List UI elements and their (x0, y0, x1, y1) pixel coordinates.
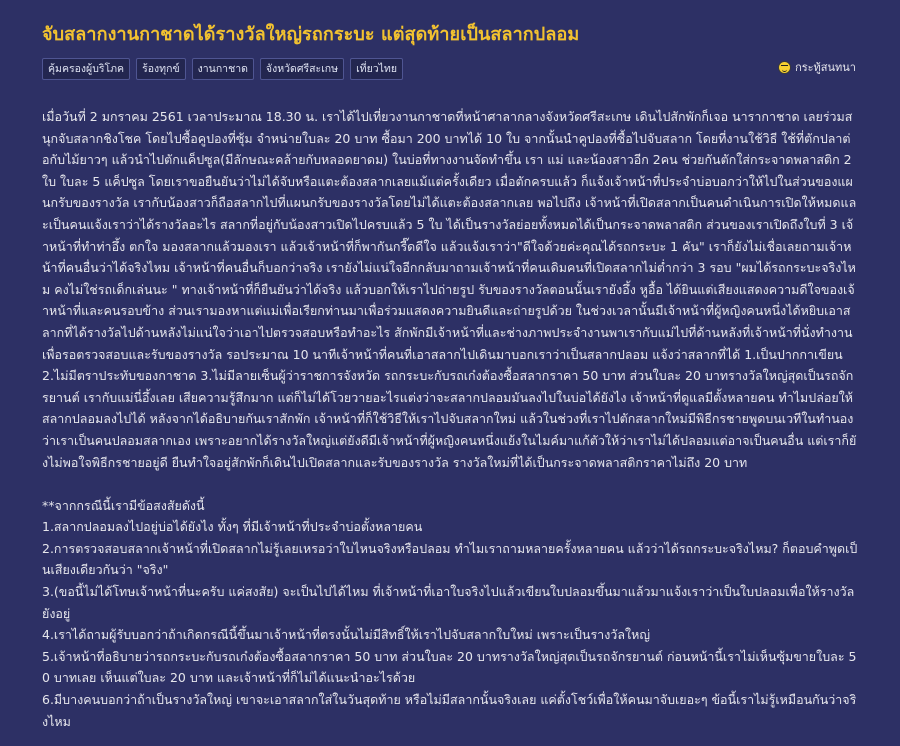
questions-header: **จากกรณีนี้เรามีข้อสงสัยดังนี้ (42, 497, 205, 513)
tag-list (42, 58, 858, 80)
topic-body (42, 106, 858, 732)
question-item-4: 4.เราได้ถามผู้รับบอกว่าถ้าเกิดกรณีนี้ขึ้นมาเจ้าหน้าที่ตรงนั้นไม่มีสิทธิ์ให้เราไปจับสลากใบใหม่ เพราะเป็นรางวัลใหญ่ (42, 627, 650, 643)
tag-sisaket-province[interactable]: จังหวัดศรีสะเกษ (260, 58, 344, 80)
topic-meta (42, 58, 858, 88)
tag-thai-travel[interactable]: เที่ยวไทย (350, 58, 403, 80)
question-item-5: 5.เจ้าหน้าที่อธิบายว่ารถกระบะกับรถเก๋งต้องซื้อสลากราคา 50 บาท ส่วนใบละ 20 บาทรางวัลใหญ่สุดเป็นรถจักรยานต์ ก่อนหน้านี้เราไม่เห็นซุ้มขายใบละ 50 บาทเลย เห็นแต่ใบละ 20 บาท และเจ้าหน้าที่ก็ไม่ได้แนะนำอะไรด้วย (42, 648, 857, 686)
topic-type-badge[interactable] (778, 58, 856, 76)
tag-consumer-protection[interactable]: คุ้มครองผู้บริโภค (42, 58, 130, 80)
story-paragraph: เมื่อวันที่ 2 มกราคม 2561 เวลาประมาณ 18.30 น. เราได้ไปเที่ยวงานกาชาดที่หน้าศาลากลางจังหวัดศรีสะเกษ เดินไปสักพักก็เจอ นารากาชาด เลยร่วมสนุกจับสลากชิงโชค โดยไปซื้อคูปองที่ซุ้ม จำหน่ายใบละ 20 บาท ซื้อมา 200 บาทได้ 10 ใบ จากนั้นนำคูปองที่ซื้อไปจับสลาก โดยที่งานใช้วิธี ใช้ที่ตักปลาต่อกับไม้ยาวๆ แล้วนำไปตักแค็ปซูล(มีลักษณะคล้ายกับหลอดยาดม) ในบ่อที่ทางงานจัดทำขึ้น เรา แม่ และน้องสาวอีก 2คน ช่วยกันตักใส่กระจาดพลาสติก 2 ใบ ใบละ 5 แค็ปซูล โดยเราขอยืนยันว่าไม่ได้จับหรือแตะต้องสลากเลยแม้แต่ครั้งเดียว เมื่อตักครบแล้ว ก็แจ้งเจ้าหน้าที่ประจำบ่อบอกว่าให้ไปในส่วนของแผนกรับของรางวัล เรากับน้องสาวก็ถือสลากไปที่แผนกรับของรางวัลโดยไม่ได้แตะต้องสลากเลย พอไปถึง เจ้าหน้าที่เปิดสลากเป็นคนดำเนินการเปิดให้หมดและเป็นคนแจ้งเราว่าได้รางวัลอะไร สลากที่อยู่กับน้องสาวเปิดไปครบแล้ว 5 ใบ ได้เป็นรางวัลย่อยทั้งหมดได้เป็นกระจาดพลาสติก ส่วนของเราเปิดถึงใบที่ 3 เจ้าหน้าที่ทำท่าอึ้ง ตกใจ มองสลากแล้วมองเรา แล้วเจ้าหน้าที่ก็พากันกรี๊ดดีใจ แล้วแจ้งเราว่า"ดีใจด้วยค่ะคุณได้รถกระบะ 1 คัน" เราก็ยังไม่เชื่อเลยถามเจ้าหน้าที่คนอื่นว่าได้จริงไหม เจ้าหน้าที่คนอื่นก็บอกว่าจริง เรายังไม่แน่ใจอีกกลับมาถามเจ้าหน้าที่คนเดิมคนที่เปิดสลากไม่ต่ำกว่า 3 รอบ "ผมได้รถกระบะจริงไหม คงไม่ใช่รถเด็กเล่นนะ " ทางเจ้าหน้าที่ก็ยืนยันว่าได้จริง แล้วบอกให้เราไปถ่ายรูป รับของรางวัลตอนนั้นเรายังอึ้ง หูอื้อ ได้ยินแต่เสียงแสดงความดีใจของเจ้าหน้าที่และคนรอบข้าง ส่วนเรามองหาแต่แม่เพื่อเรียกท่านมาเพื่อร่วมแสดงความยินดีและถ่ายรูปด้วย ในช่วงเวลานั้นมีเจ้าหน้าที่ผู้หญิงคนหนึ่งได้หยิบเอาสลากที่ได้รางวัลไปด้านหลังไม่แน่ใจว่าเอาไปตรวจสอบหรือทำอะไร สักพักมีเจ้าหน้าที่และช่างภาพประจำงานพาเรากับแม่ไปที่ด้านหลังที่เจ้าหน้าที่นั่งทำงาน เพื่อรอตรวจสอบและรับของรางวัล รอประมาณ 10 นาทีเจ้าหน้าที่คนที่เอาสลากไปเดินมาบอกเราว่าเป็นสลากปลอม แจ้งว่าสลากที่ได้ 1.เป็นปากกาเขียน 2.ไม่มีตราประทับของกาชาด 3.ไม่มีลายเซ็นผู้ว่าราชการจังหวัด รถกระบะกับรถเก๋งต้องซื้อสลากราคา 50 บาท ส่วนใบละ 20 บาทรางวัลใหญ่สุดเป็นรถจักรยานต์ เรากับแม่นี่อึ้งเลย เสียความรู้สึกมาก แต่ก็ไม่ได้โวยวายอะไรแต่งว่าจะสลากปลอมมันลงไปในบ่อได้ยังไง เจ้าหน้าที่ดูแลมีตั้งหลายคน ทำไมปล่อยให้สลากปลอมลงไปได้ หลังจากได้อธิบายกันเราสักพัก เจ้าหน้าที่ก็ใช้วิธีให้เราไปจับสลากใหม่ แล้วในช่วงที่เราไปตักสลากใหม่มีพิธีกรชายพูดบนเวทีในทำนองว่าเราเป็นคนปลอมสลากเอง เพราะอยากได้รางวัลใหญ่แต่ยังดีมีเจ้าหน้าที่ผู้หญิงคนหนึ่งแย้งในไมค์มาแก้ตัวให้ว่าเราไม่ได้ปลอมแต่อาจเป็นคนอื่น แต่เราก็ยังไม่พอใจพิธีกรชายอยู่ดี ยืนทำใจอยู่สักพักก็เดินไปเปิดสลากและรับของรางวัล รางวัลใหม่ที่ได้เป็นกระจาดพลาสติกราคาไม่ถึง 20 บาท (42, 109, 857, 470)
paragraph-spacer (42, 473, 858, 495)
sad-face-icon (778, 61, 791, 74)
question-item-2: 2.การตรวจสอบสลากเจ้าหน้าที่เปิดสลากไม่รู้เลยเหรอว่าใบไหนจริงหรือปลอม ทำไมเราถามหลายครั้งหลายคน แล้วว่าได้รถกระบะจริงไหม? ก็ตอบคำพูดเป็นเสียงเดียวกันว่า "จริง" (42, 540, 858, 578)
tag-complaint[interactable]: ร้องทุกข์ (136, 58, 186, 80)
topic-title: จับสลากงานกาชาดได้รางวัลใหญ่รถกระบะ แต่สุดท้ายเป็นสลากปลอม (42, 24, 580, 45)
topic-type-label: กระทู้สนทนา (795, 61, 856, 74)
tag-red-cross-fair[interactable]: งานกาชาด (192, 58, 254, 80)
question-item-1: 1.สลากปลอมลงไปอยู่บ่อได้ยังไง ทั้งๆ ที่มีเจ้าหน้าที่ประจำบ่อตั้งหลายคน (42, 519, 423, 535)
question-item-3: 3.(ขอนี้ไม่ได้โทษเจ้าหน้าที่นะครับ แค่สงสัย) จะเป็นไปได้ไหม ที่เจ้าหน้าที่เอาใบจริงไปแล้วเขียนใบปลอมขึ้นมาแล้วมาแจ้งเราว่าเป็นใบปลอมเพื่อให้รางวัลยังอยู่ (42, 584, 855, 621)
question-item-6: 6.มีบางคนบอกว่าถ้าเป็นรางวัลใหญ่ เขาจะเอาสลากใส่ในวันสุดท้าย หรือไม่มีสลากนั้นจริงเลย แค่ตั้งโชว์เพื่อให้คนมาจับเยอะๆ ข้อนี้เราไม่รู้เหมือนกันว่าจริงไหม (42, 692, 857, 729)
